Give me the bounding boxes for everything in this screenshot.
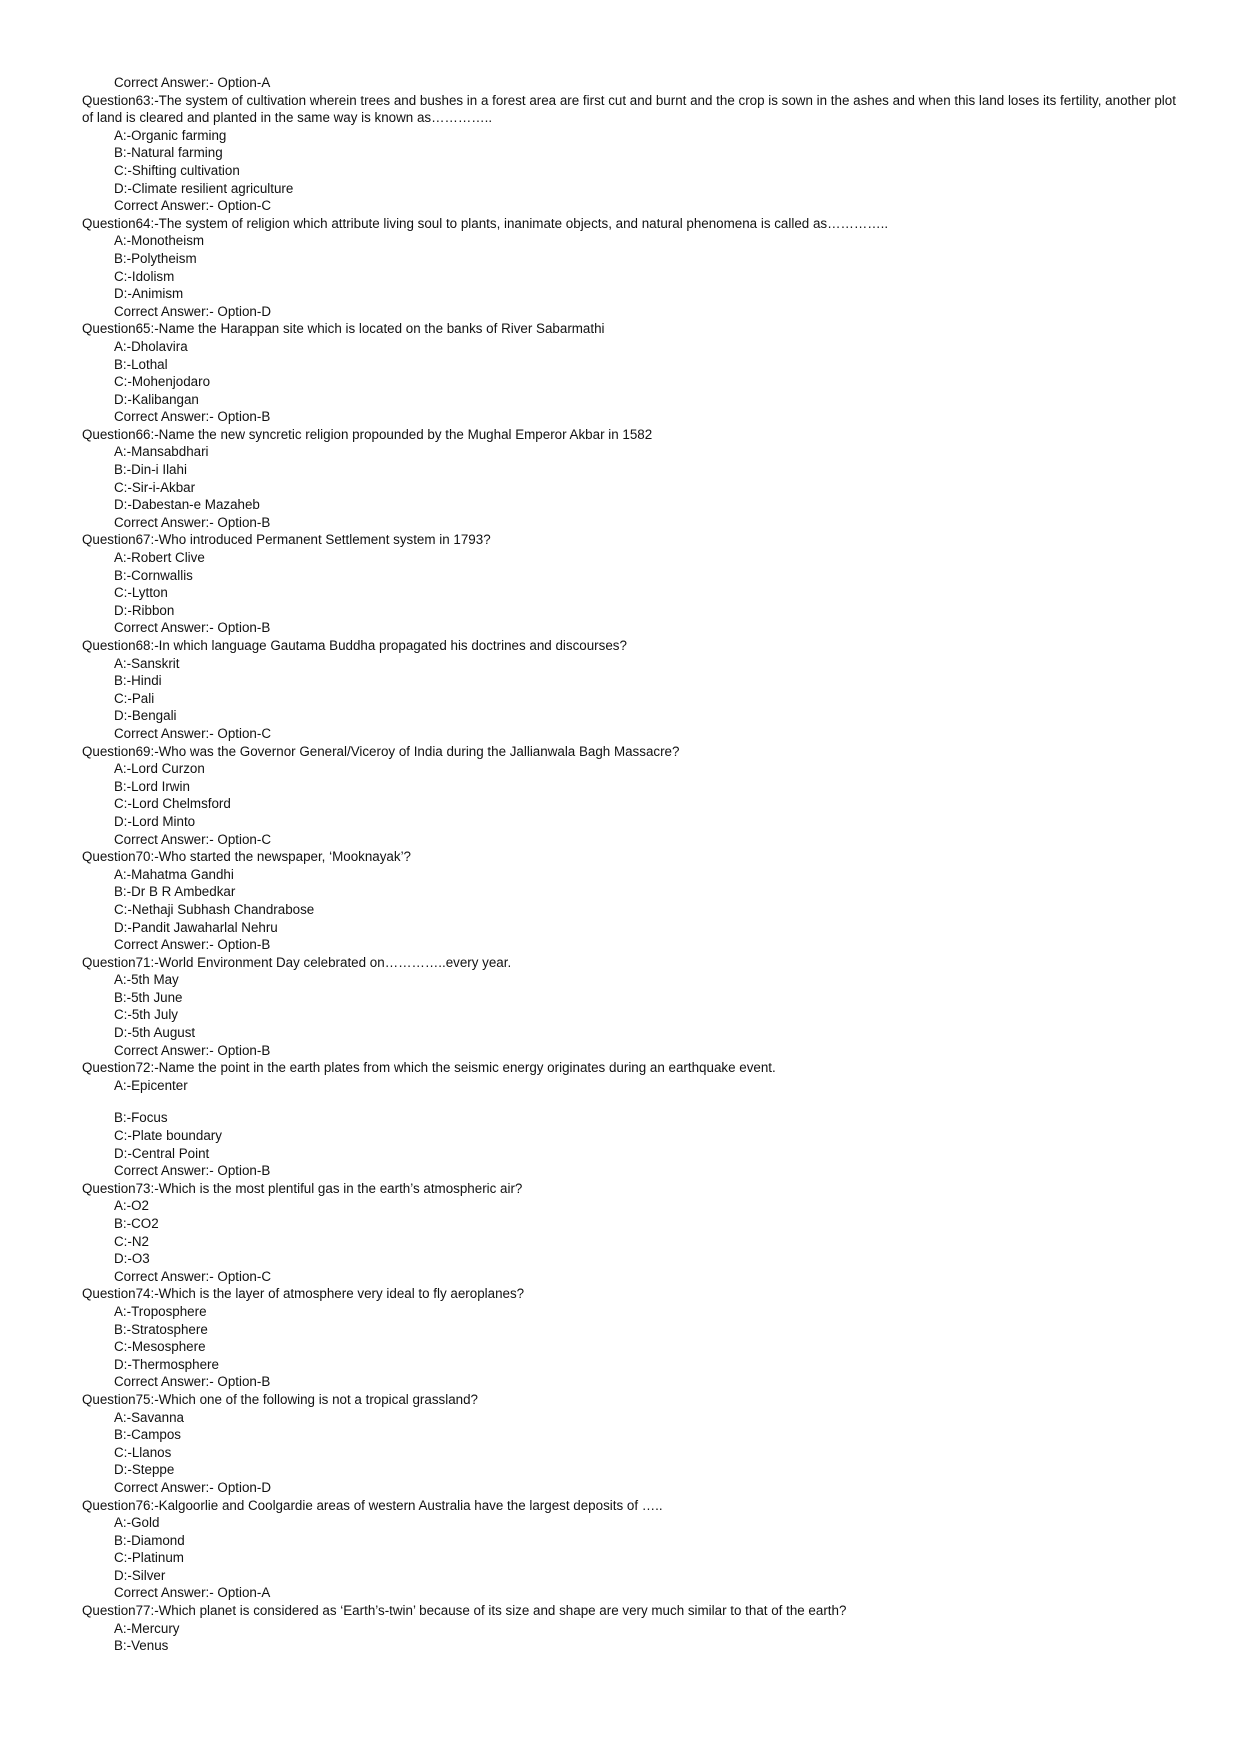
answer-option: B:-Lothal xyxy=(114,356,168,372)
answer-option: D:-5th August xyxy=(114,1025,196,1041)
answer-option: D:-Kalibangan xyxy=(114,391,199,407)
answer-option: A:-Robert Clive xyxy=(114,550,205,566)
question-text: Question63:-The system of cultivation wherein trees and bushes in a forest area are first cut and burnt and the crop is sown in the ashes and when this land loses its fertility, another plot of land is cleared and planted in the same way is known as………….. xyxy=(82,92,1176,126)
correct-answer: Correct Answer:- Option-C xyxy=(114,831,272,847)
answer-option: C:-Plate boundary xyxy=(114,1128,222,1144)
answer-option: A:-Mercury xyxy=(114,1620,180,1636)
question-text: Question74:-Which is the layer of atmosphere very ideal to fly aeroplanes? xyxy=(82,1286,525,1302)
question-text: Question68:-In which language Gautama Buddha propagated his doctrines and discourses? xyxy=(82,638,627,653)
correct-answer: Correct Answer:- Option-C xyxy=(114,1268,272,1284)
question-block xyxy=(82,1059,1181,1180)
answer-option: B:-Lord Irwin xyxy=(114,778,190,794)
question-text: Question64:-The system of religion which attribute living soul to plants, inanimate objects, and natural phenomena is called as………….. xyxy=(82,215,889,231)
question-text: Question73:-Which is the most plentiful gas in the earth’s atmospheric air? xyxy=(82,1180,523,1196)
answer-option: C:-Lytton xyxy=(114,585,168,601)
correct-answer: Correct Answer:- Option-C xyxy=(114,198,272,214)
answer-option: D:-Animism xyxy=(114,286,184,302)
answer-option: B:-Dr B R Ambedkar xyxy=(114,884,236,900)
answer-option: A:-Epicenter xyxy=(114,1077,188,1093)
answer-option: D:-Dabestan-e Mazaheb xyxy=(114,497,260,513)
question-block xyxy=(82,531,1181,637)
correct-answer: Correct Answer:- Option-C xyxy=(114,725,272,741)
answer-option: A:-Monotheism xyxy=(114,233,205,249)
correct-answer: Correct Answer:- Option-B xyxy=(114,1374,271,1390)
question-block xyxy=(82,954,1181,1060)
answer-option: C:-5th July xyxy=(114,1007,178,1023)
question-block xyxy=(82,743,1181,849)
question-text: Question70:-Who started the newspaper, ‘Mooknayak’? xyxy=(82,849,411,865)
answer-option: B:-CO2 xyxy=(114,1216,159,1231)
correct-answer: Correct Answer:- Option-B xyxy=(114,1042,271,1058)
answer-option: D:-O3 xyxy=(114,1251,150,1267)
answer-option: B:-Venus xyxy=(114,1638,169,1654)
correct-answer: Correct Answer:- Option-B xyxy=(114,937,271,953)
question-block xyxy=(82,1285,1181,1391)
answer-option: C:-Sir-i-Akbar xyxy=(114,479,196,495)
answer-option: C:-Mesosphere xyxy=(114,1339,206,1355)
answer-option: B:-Focus xyxy=(114,1110,168,1126)
question-text: Question69:-Who was the Governor General/Viceroy of India during the Jallianwala Bagh Massacre? xyxy=(82,743,680,759)
answer-option: D:-Steppe xyxy=(114,1462,175,1478)
answer-option: C:-N2 xyxy=(114,1233,149,1249)
question-text: Question66:-Name the new syncretic religion propounded by the Mughal Emperor Akbar in 1582 xyxy=(82,426,653,442)
answer-option: B:-Natural farming xyxy=(114,145,223,161)
correct-answer: Correct Answer:- Option-B xyxy=(114,409,271,425)
question-block xyxy=(82,1391,1181,1497)
correct-answer: Correct Answer:- Option-A xyxy=(114,75,271,90)
question-block xyxy=(82,1602,1181,1655)
answer-option: A:-Troposphere xyxy=(114,1303,207,1319)
answer-option: D:-Ribbon xyxy=(114,602,175,618)
answer-option: B:-Polytheism xyxy=(114,250,197,266)
answer-option: C:-Pali xyxy=(114,690,155,706)
answer-option: A:-Dholavira xyxy=(114,338,188,354)
spacer xyxy=(82,1094,1181,1109)
question-block xyxy=(82,92,1181,215)
correct-answer: Correct Answer:- Option-B xyxy=(114,514,271,530)
question-block xyxy=(82,1180,1181,1286)
answer-option: B:-5th June xyxy=(114,989,183,1005)
question-block xyxy=(82,1497,1181,1603)
answer-option: B:-Cornwallis xyxy=(114,567,193,583)
question-block xyxy=(82,320,1181,426)
answer-option: C:-Platinum xyxy=(114,1550,184,1566)
answer-option: A:-Savanna xyxy=(114,1409,184,1425)
answer-option: A:-Sanskrit xyxy=(114,655,180,671)
answer-option: B:-Campos xyxy=(114,1427,181,1443)
answer-option: C:-Idolism xyxy=(114,268,175,284)
question-text: Question72:-Name the point in the earth plates from which the seismic energy originates during an earthquake event. xyxy=(82,1060,776,1076)
answer-option: C:-Shifting cultivation xyxy=(114,162,240,178)
answer-option: D:-Lord Minto xyxy=(114,813,196,829)
question-list xyxy=(82,92,1181,1655)
answer-option: A:-5th May xyxy=(114,972,179,988)
answer-option: A:-O2 xyxy=(114,1198,149,1214)
answer-option: C:-Mohenjodaro xyxy=(114,374,211,390)
answer-option: D:-Pandit Jawaharlal Nehru xyxy=(114,919,278,935)
answer-option: B:-Stratosphere xyxy=(114,1321,208,1337)
answer-option: C:-Nethaji Subhash Chandrabose xyxy=(114,901,315,917)
answer-option: B:-Din-i Ilahi xyxy=(114,462,187,478)
answer-option: A:-Mansabdhari xyxy=(114,444,209,460)
question-text: Question76:-Kalgoorlie and Coolgardie areas of western Australia have the largest deposits of ….. xyxy=(82,1497,663,1513)
answer-option: D:-Thermosphere xyxy=(114,1356,219,1372)
question-text: Question77:-Which planet is considered as ‘Earth’s-twin’ because of its size and shape are very much similar to that of the earth? xyxy=(82,1603,847,1619)
correct-answer: Correct Answer:- Option-B xyxy=(114,620,271,636)
answer-option: A:-Mahatma Gandhi xyxy=(114,866,234,882)
answer-option: D:-Bengali xyxy=(114,708,177,724)
question-text: Question71:-World Environment Day celebrated on…………..every year. xyxy=(82,954,512,970)
answer-option: B:-Hindi xyxy=(114,673,162,689)
question-block xyxy=(82,848,1181,954)
answer-option: A:-Lord Curzon xyxy=(114,761,205,777)
correct-answer: Correct Answer:- Option-D xyxy=(114,1479,272,1495)
answer-option: B:-Diamond xyxy=(114,1532,185,1548)
answer-option: D:-Central Point xyxy=(114,1145,210,1161)
question-block xyxy=(82,215,1181,321)
question-block xyxy=(82,637,1181,743)
answer-option: A:-Gold xyxy=(114,1515,160,1531)
question-block xyxy=(82,426,1181,532)
correct-answer: Correct Answer:- Option-A xyxy=(114,1585,271,1601)
answer-option: C:-Lord Chelmsford xyxy=(114,796,231,812)
answer-option: D:-Climate resilient agriculture xyxy=(114,180,294,196)
answer-option: C:-Llanos xyxy=(114,1444,172,1460)
correct-answer: Correct Answer:- Option-D xyxy=(114,303,272,319)
question-text: Question67:-Who introduced Permanent Settlement system in 1793? xyxy=(82,532,491,548)
answer-option: A:-Organic farming xyxy=(114,127,227,143)
question-text: Question65:-Name the Harappan site which is located on the banks of River Sabarmathi xyxy=(82,321,605,337)
correct-answer: Correct Answer:- Option-B xyxy=(114,1163,271,1179)
answer-option: D:-Silver xyxy=(114,1567,166,1583)
question-text: Question75:-Which one of the following is not a tropical grassland? xyxy=(82,1391,478,1407)
